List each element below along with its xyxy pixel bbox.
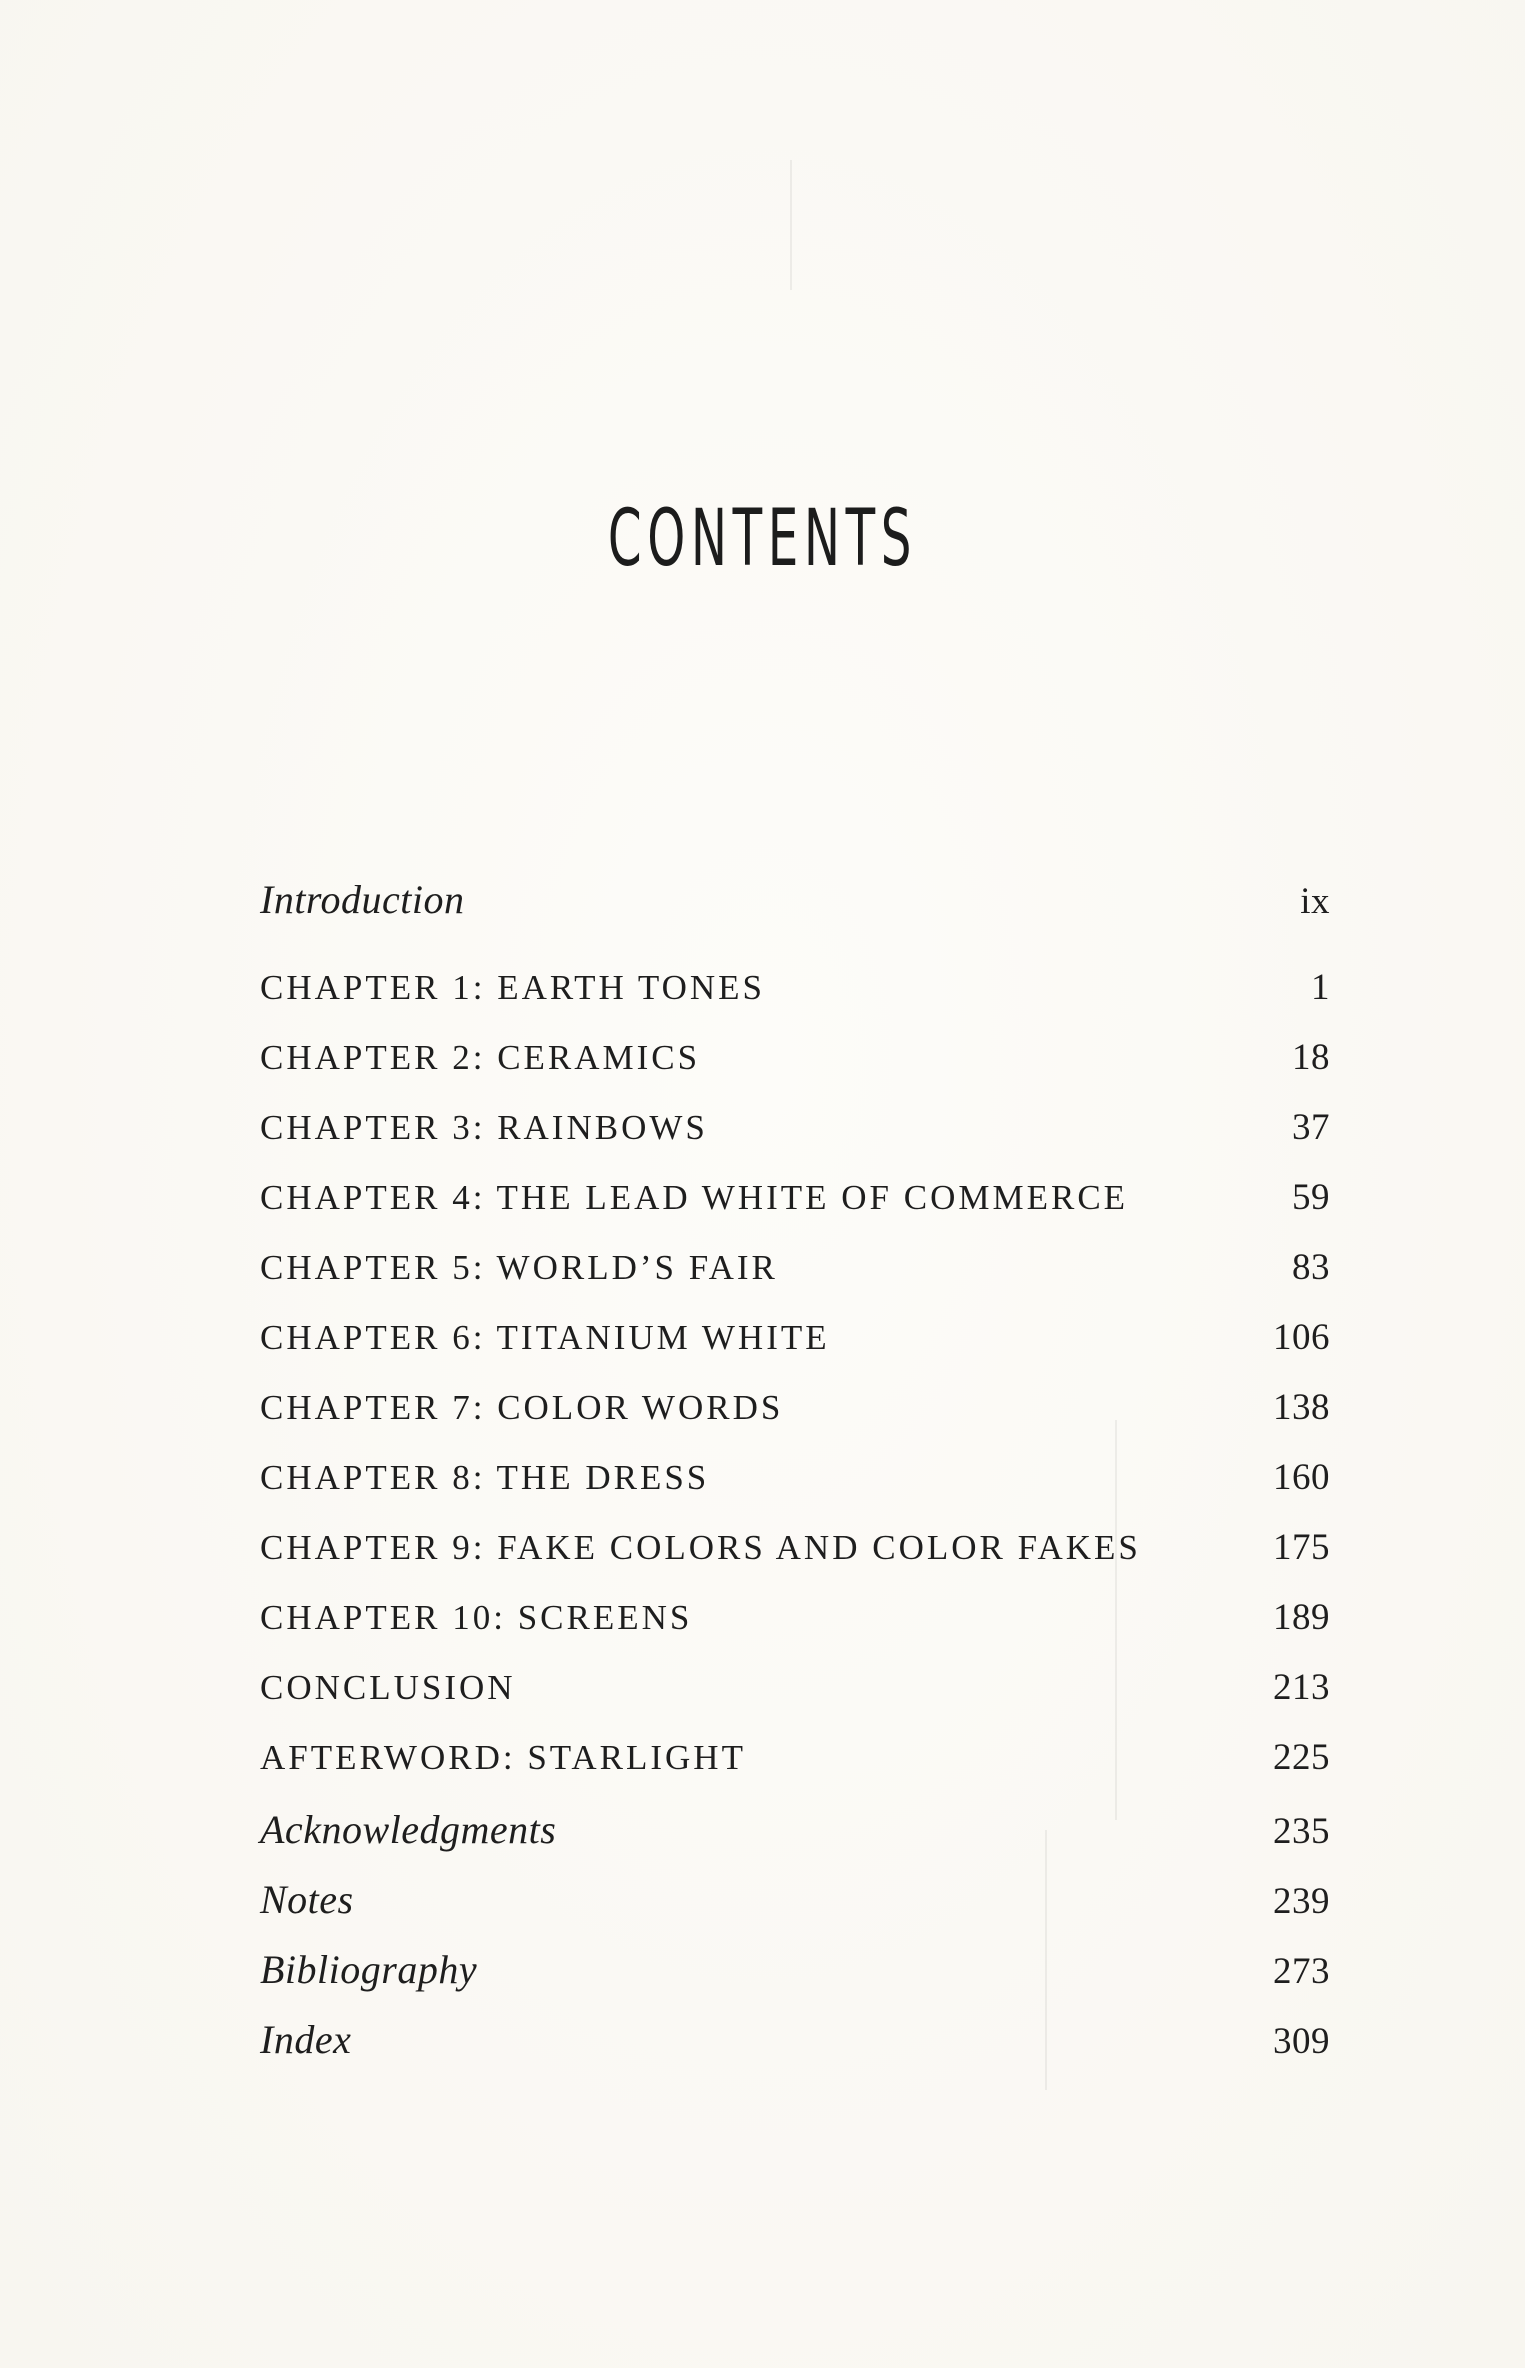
toc-entry-label: CHAPTER 8: THE DRESS xyxy=(260,1458,710,1497)
toc-entry xyxy=(260,1946,1330,1993)
toc-entry-label: CHAPTER 4: THE LEAD WHITE OF COMMERCE xyxy=(260,1178,1129,1217)
toc-entry-label: Notes xyxy=(260,1877,354,1922)
toc-entry-label: CHAPTER 3: RAINBOWS xyxy=(260,1108,708,1147)
toc-entry-page-number: 213 xyxy=(1273,1667,1330,1708)
toc-entry-label: CHAPTER 1: EARTH TONES xyxy=(260,968,766,1007)
toc-entry-page-number: ix xyxy=(1300,881,1330,922)
toc-entry xyxy=(260,1736,1330,1779)
toc-entry-page-number: 37 xyxy=(1292,1107,1330,1148)
toc-entry-label: CHAPTER 10: SCREENS xyxy=(260,1598,693,1637)
toc-entry-label: Bibliography xyxy=(260,1947,478,1992)
toc-entry-label: Index xyxy=(260,2017,352,2062)
toc-entry xyxy=(260,1386,1330,1429)
toc-entry-label: Acknowledgments xyxy=(260,1807,557,1852)
toc-entry-label: CHAPTER 9: FAKE COLORS AND COLOR FAKES xyxy=(260,1528,1141,1567)
toc-entry xyxy=(260,1176,1330,1219)
toc-entry-page-number: 18 xyxy=(1292,1037,1330,1078)
toc-entry-page-number: 106 xyxy=(1273,1317,1330,1358)
toc-entry-label: CHAPTER 2: CERAMICS xyxy=(260,1038,701,1077)
toc-entry-page-number: 59 xyxy=(1292,1177,1330,1218)
toc-entry-page-number: 225 xyxy=(1273,1737,1330,1778)
toc-entry xyxy=(260,1106,1330,1149)
toc-entry xyxy=(260,1246,1330,1289)
toc-entry-label: CHAPTER 7: COLOR WORDS xyxy=(260,1388,784,1427)
toc-entry-label: CHAPTER 6: TITANIUM WHITE xyxy=(260,1318,830,1357)
toc-entry xyxy=(260,1596,1330,1639)
toc-entry xyxy=(260,1806,1330,1853)
toc-entry-page-number: 175 xyxy=(1273,1527,1330,1568)
toc-entry xyxy=(260,1036,1330,1079)
toc-entry-page-number: 1 xyxy=(1311,967,1330,1008)
toc-entry-page-number: 239 xyxy=(1273,1881,1330,1922)
toc-entry-page-number: 235 xyxy=(1273,1811,1330,1852)
toc-entry-label: CHAPTER 5: WORLD’S FAIR xyxy=(260,1248,778,1287)
toc-entry-label: AFTERWORD: STARLIGHT xyxy=(260,1738,746,1777)
toc-entry xyxy=(260,1666,1330,1709)
toc-entry-page-number: 309 xyxy=(1273,2021,1330,2062)
toc-entry xyxy=(260,876,1330,923)
toc-entry-label: Introduction xyxy=(260,877,465,922)
toc-entry-page-number: 83 xyxy=(1292,1247,1330,1288)
page-title: CONTENTS xyxy=(607,494,918,584)
toc-entry-page-number: 160 xyxy=(1273,1457,1330,1498)
toc-entry xyxy=(260,2016,1330,2063)
toc-entry xyxy=(260,1316,1330,1359)
page-crease xyxy=(790,160,792,290)
toc-entry-label: CONCLUSION xyxy=(260,1668,516,1707)
toc-entry-page-number: 273 xyxy=(1273,1951,1330,1992)
toc-entry-page-number: 189 xyxy=(1273,1597,1330,1638)
toc-entry xyxy=(260,1876,1330,1923)
toc-entry xyxy=(260,1526,1330,1569)
toc-entry-page-number: 138 xyxy=(1273,1387,1330,1428)
toc-entry xyxy=(260,966,1330,1009)
toc-entry xyxy=(260,1456,1330,1499)
